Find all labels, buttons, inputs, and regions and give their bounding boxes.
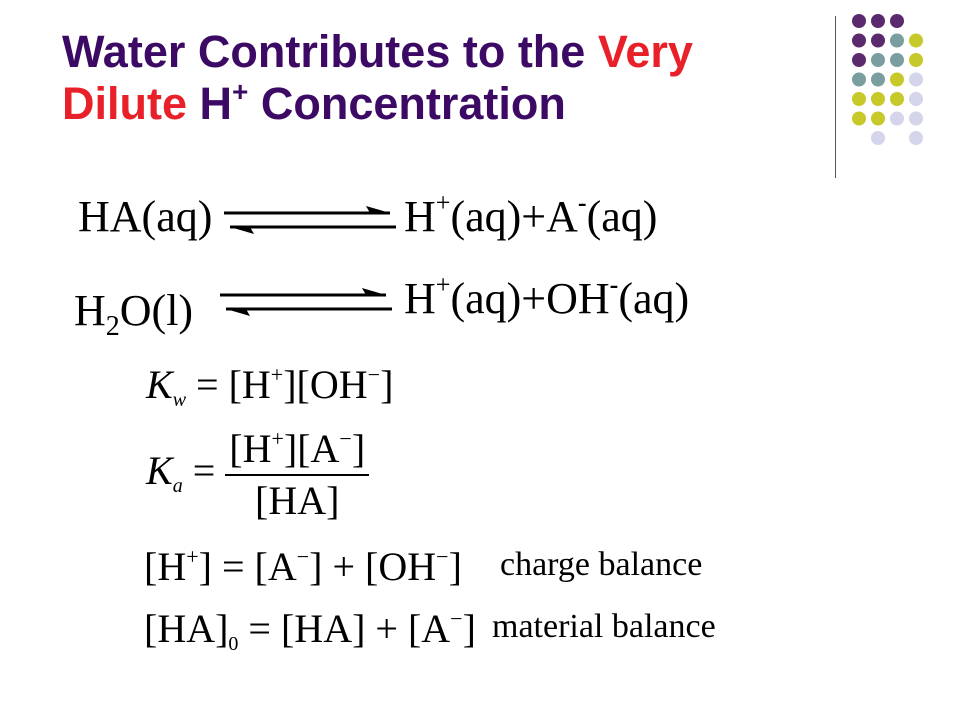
decorative-dot <box>871 112 885 126</box>
equilibrium-arrow-1 <box>220 202 400 238</box>
ka-equation <box>146 426 369 524</box>
decorative-dot <box>890 73 904 87</box>
material-balance-equation <box>144 606 476 655</box>
decorative-dot <box>890 14 904 28</box>
ka-eq: = <box>182 448 226 494</box>
decorative-dot <box>871 53 885 67</box>
decorative-dot <box>909 73 923 87</box>
kw-sup1: + <box>270 362 284 387</box>
reaction-1-right <box>404 188 658 242</box>
ka-num-sup1: + <box>271 426 284 451</box>
r1-plus: + <box>435 188 451 217</box>
cb-d: ] <box>448 544 462 589</box>
cb-a: [H <box>144 544 187 589</box>
r2-sub: 2 <box>105 311 120 342</box>
decorative-dot <box>871 131 885 145</box>
decorative-dot <box>852 92 866 106</box>
kw-b: ][OH <box>283 362 368 407</box>
r2-minus: - <box>609 270 619 299</box>
decorative-dot <box>890 34 904 48</box>
ka-num-a: [H <box>229 426 272 471</box>
cb-b: ] = [A <box>198 544 297 589</box>
r2-plus: + <box>435 270 451 299</box>
r2-end-left: O(l) <box>119 286 194 335</box>
decorative-dot <box>871 73 885 87</box>
ka-denominator: [HA] <box>255 478 340 523</box>
ka-num-b: ][A <box>283 426 340 471</box>
title-text-1: Water Contributes to the <box>62 26 598 77</box>
cb-sup1: + <box>186 544 199 569</box>
ka-num-c: ] <box>351 426 366 471</box>
kw-k: K <box>146 362 173 407</box>
decorative-dot <box>890 112 904 126</box>
divider-line <box>835 16 836 178</box>
title-text-very: Very <box>597 26 693 77</box>
decorative-dot <box>871 34 885 48</box>
decorative-dot <box>852 34 866 48</box>
decorative-dot <box>909 112 923 126</box>
reaction-2-right <box>404 270 690 324</box>
slide-title <box>62 26 822 130</box>
title-text-h: H <box>187 78 233 129</box>
charge-balance-label: charge balance <box>500 546 703 583</box>
decorative-dot <box>890 53 904 67</box>
decorative-dot <box>852 14 866 28</box>
decorative-dot <box>909 92 923 106</box>
reaction-2-left <box>74 286 194 342</box>
mb-c: ] <box>462 606 476 651</box>
reaction-1-left <box>78 192 212 242</box>
ka-sub: a <box>172 475 183 498</box>
cb-sup2: − <box>296 544 310 569</box>
reaction-1-reactant: HA(aq) <box>78 192 213 241</box>
decorative-dot <box>909 53 923 67</box>
charge-balance-equation <box>144 544 462 590</box>
decorative-dot <box>852 73 866 87</box>
decorative-dot <box>871 14 885 28</box>
fraction-bar <box>225 474 369 476</box>
title-text-dilute: Dilute <box>62 78 188 129</box>
kw-sub: w <box>172 389 187 411</box>
mb-b: = [HA] + [A <box>238 606 451 651</box>
decorative-dot <box>909 131 923 145</box>
kw-a: = [H <box>186 362 271 407</box>
decorative-dot <box>890 92 904 106</box>
mb-sup: − <box>450 606 463 631</box>
decorative-dot <box>871 92 885 106</box>
kw-equation <box>146 362 394 411</box>
r2-end: (aq) <box>618 274 690 323</box>
mb-sub: 0 <box>228 633 239 655</box>
ka-numerator <box>225 426 369 472</box>
decorative-dot <box>909 34 923 48</box>
kw-sup2: − <box>367 362 381 387</box>
mb-a: [HA] <box>144 606 229 651</box>
decorative-dot <box>852 112 866 126</box>
ka-num-sup2: − <box>339 426 352 451</box>
cb-sup3: − <box>436 544 449 569</box>
r1-minus: - <box>577 188 587 217</box>
title-text-plus: + <box>232 76 249 107</box>
equilibrium-arrow-2 <box>216 284 396 320</box>
material-balance-label: material balance <box>492 608 716 645</box>
decorative-dot <box>852 53 866 67</box>
r1-end: (aq) <box>586 192 658 241</box>
cb-c: ] + [OH <box>309 544 437 589</box>
ka-fraction <box>225 426 369 524</box>
r2-h: H <box>74 286 106 335</box>
title-text-concentration: Concentration <box>248 78 566 129</box>
ka-k: K <box>146 448 173 494</box>
r2-right-h: H <box>404 274 436 323</box>
r1-h: H <box>404 192 436 241</box>
r2-mid: (aq)+OH <box>450 274 610 323</box>
r1-mid: (aq)+A <box>450 192 578 241</box>
kw-c: ] <box>380 362 394 407</box>
